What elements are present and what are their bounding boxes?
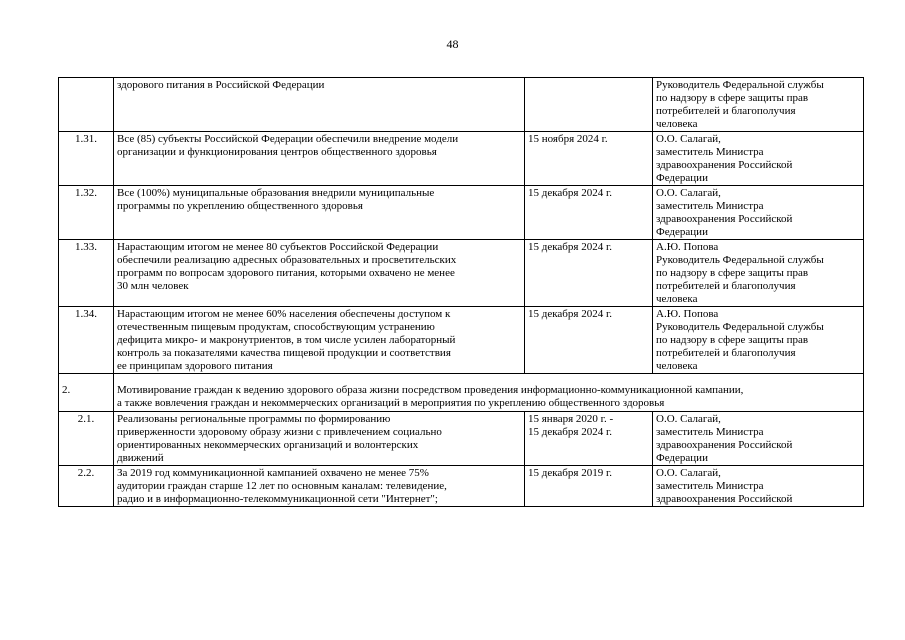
item-number: 1.31. — [59, 132, 114, 186]
section-title-line: Мотивирование граждан к ведению здорового образа жизни посредством проведения информационно-коммуникационной кампании, — [117, 384, 744, 396]
item-responsible-line: человека — [656, 293, 698, 305]
item-responsible-line: Руководитель Федеральной службы — [656, 79, 824, 91]
item-deadline-line: 15 декабря 2024 г. — [528, 308, 612, 320]
item-deadline — [525, 240, 653, 307]
item-description-line: 30 млн человек — [117, 280, 189, 292]
item-responsible-line: А.Ю. Попова — [656, 308, 719, 320]
item-description — [114, 132, 525, 186]
item-number: 2.1. — [59, 412, 114, 466]
item-responsible — [653, 186, 864, 240]
item-responsible-line: заместитель Министра — [656, 480, 764, 492]
item-deadline — [525, 78, 653, 132]
item-deadline-line: 15 декабря 2019 г. — [528, 467, 612, 479]
page-number: 48 — [446, 37, 459, 51]
item-description-line: программы по укреплению общественного здоровья — [117, 200, 363, 212]
item-number — [59, 78, 114, 132]
item-description-line: За 2019 год коммуникационной кампанией охвачено не менее 75% — [117, 467, 429, 479]
item-number: 1.32. — [59, 186, 114, 240]
item-description-line: Нарастающим итогом не менее 80 субъектов Российской Федерации — [117, 241, 439, 253]
item-responsible — [653, 307, 864, 374]
item-deadline-line: 15 декабря 2024 г. — [528, 187, 612, 199]
item-responsible — [653, 240, 864, 307]
table-row — [59, 78, 864, 132]
item-responsible-line: здравоохранения Российской — [656, 213, 793, 225]
item-description — [114, 240, 525, 307]
item-description-line: радио и в информационно-телекоммуникационной сети "Интернет"; — [117, 493, 438, 505]
section-title-line: а также вовлечения граждан и некоммерческих организаций в мероприятия по укреплению общественного здоровья — [117, 397, 665, 409]
item-responsible-line: заместитель Министра — [656, 146, 764, 158]
item-responsible-line: по надзору в сфере защиты прав — [656, 334, 809, 346]
item-deadline-line: 15 января 2020 г. - — [528, 413, 614, 425]
item-responsible-line: Федерации — [656, 226, 708, 238]
table-row — [59, 186, 864, 240]
item-description-line: ее принципам здорового питания — [117, 360, 273, 372]
table-body — [59, 78, 864, 507]
item-description-line: Реализованы региональные программы по формированию — [117, 413, 391, 425]
item-responsible-line: Руководитель Федеральной службы — [656, 254, 824, 266]
item-description-line: дефицита микро- и макронутриентов, в том числе усилен лабораторный — [117, 334, 456, 346]
item-responsible — [653, 466, 864, 507]
item-number: 2.2. — [59, 466, 114, 507]
item-description-line: отечественным пищевым продуктам, способствующим устранению — [117, 321, 435, 333]
section-row — [59, 374, 864, 412]
item-description-line: организации и функционирования центров общественного здоровья — [117, 146, 437, 158]
item-responsible-line: человека — [656, 360, 698, 372]
item-description-line: движений — [117, 452, 164, 464]
section-title — [114, 374, 864, 412]
item-number: 1.34. — [59, 307, 114, 374]
item-responsible-line: здравоохранения Российской — [656, 439, 793, 451]
item-responsible-line: человека — [656, 118, 698, 130]
item-description-line: Все (85) субъекты Российской Федерации обеспечили внедрение модели — [117, 133, 459, 145]
table-row — [59, 132, 864, 186]
item-number: 1.33. — [59, 240, 114, 307]
item-description — [114, 307, 525, 374]
item-deadline-line: 15 ноября 2024 г. — [528, 133, 608, 145]
item-description — [114, 78, 525, 132]
item-description-line: обеспечили реализацию адресных образовательных и просветительских — [117, 254, 457, 266]
item-deadline — [525, 466, 653, 507]
item-responsible-line: заместитель Министра — [656, 426, 764, 438]
item-description-line: Нарастающим итогом не менее 60% населения обеспечены доступом к — [117, 308, 451, 320]
item-description-line: ориентированных некоммерческих организаций и волонтерских — [117, 439, 419, 451]
item-responsible-line: Руководитель Федеральной службы — [656, 321, 824, 333]
item-responsible-line: Федерации — [656, 452, 708, 464]
item-description — [114, 186, 525, 240]
table-row — [59, 412, 864, 466]
item-responsible-line: заместитель Министра — [656, 200, 764, 212]
item-responsible-line: потребителей и благополучия — [656, 280, 796, 292]
item-description-line: приверженности здоровому образу жизни с привлечением социально — [117, 426, 442, 438]
item-responsible-line: здравоохранения Российской — [656, 493, 793, 505]
item-responsible-line: Федерации — [656, 172, 708, 184]
item-description-line: Все (100%) муниципальные образования внедрили муниципальные — [117, 187, 435, 199]
item-responsible-line: потребителей и благополучия — [656, 347, 796, 359]
item-description-line: здорового питания в Российской Федерации — [117, 79, 325, 91]
activities-table — [58, 77, 864, 507]
item-responsible — [653, 78, 864, 132]
item-responsible-line: потребителей и благополучия — [656, 105, 796, 117]
item-responsible — [653, 132, 864, 186]
item-responsible-line: здравоохранения Российской — [656, 159, 793, 171]
item-deadline — [525, 307, 653, 374]
item-responsible-line: А.Ю. Попова — [656, 241, 719, 253]
item-description-line: аудитории граждан старше 12 лет по основным каналам: телевидение, — [117, 480, 447, 492]
item-description-line: контроль за показателями качества пищевой продукции и соответствия — [117, 347, 451, 359]
item-responsible-line: О.О. Салагай, — [656, 187, 721, 199]
item-deadline-line: 15 декабря 2024 г. — [528, 426, 612, 438]
item-deadline — [525, 412, 653, 466]
item-responsible-line: О.О. Салагай, — [656, 467, 721, 479]
item-deadline — [525, 186, 653, 240]
item-deadline — [525, 132, 653, 186]
item-responsible-line: О.О. Салагай, — [656, 133, 721, 145]
item-responsible-line: по надзору в сфере защиты прав — [656, 267, 809, 279]
item-description — [114, 412, 525, 466]
item-description — [114, 466, 525, 507]
table-row — [59, 307, 864, 374]
item-responsible — [653, 412, 864, 466]
table-row — [59, 240, 864, 307]
item-description-line: программ по вопросам здорового питания, которыми охвачено не менее — [117, 267, 455, 279]
item-responsible-line: О.О. Салагай, — [656, 413, 721, 425]
section-number: 2. — [59, 374, 114, 412]
item-deadline-line: 15 декабря 2024 г. — [528, 241, 612, 253]
table-row — [59, 466, 864, 507]
item-responsible-line: по надзору в сфере защиты прав — [656, 92, 809, 104]
